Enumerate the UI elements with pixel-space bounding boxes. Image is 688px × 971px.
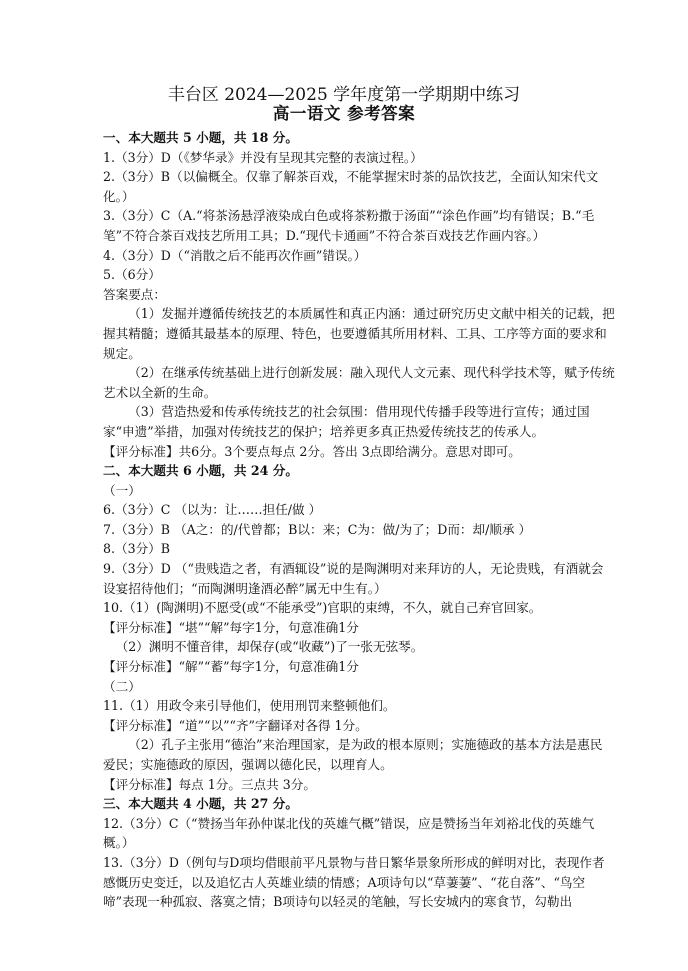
answer-line: （一） <box>103 482 141 498</box>
answer-line: 【评分标准】“道”“以”“齐”字翻译对各得 1分。 <box>103 717 368 733</box>
section-heading: 一、本大题共 5 小题，共 18 分。 <box>103 130 298 145</box>
answer-line: 8.（3分）B <box>103 541 171 557</box>
answer-line: （2）在继承传统基础上进行创新发展：融入现代人文元素、现代科学技术等，赋予传统艺术以全新的生命。 <box>103 365 615 400</box>
answer-line: 5.（6分） <box>103 267 161 283</box>
answer-line: 答案要点： <box>103 286 166 302</box>
answer-line: （2）渊明不懂音律，却保存(或“收藏”)了一张无弦琴。 <box>115 639 424 655</box>
answer-line: 12.（3分）C（“赞扬当年孙仲谋北伐的英雄气概”错误，应是赞扬当年刘裕北伐的英雄气概。） <box>103 815 595 851</box>
answer-line: 13.（3分）D（例句与D项均借眼前平凡景物与昔日繁华景象所形成的鲜明对比，表现作者感慨历史变迁，以及追忆古人英雄业绩的情感；A项诗句以“草萋萋”、“花自落”、“鸟空啼”表现一种孤寂、落寞之情；B项诗句以轻灵的笔触，写长安城内的寒食节，勾勒出 <box>103 854 605 910</box>
answer-line: 【评分标准】每点 1分。三点共 3分。 <box>103 776 316 792</box>
document-title: 丰台区 2024—2025 学年度第一学期期中练习 <box>167 85 521 105</box>
answer-line: 2.（3分）B（以偏概全。仅靠了解茶百戏，不能掌握宋时茶的品饮技艺，全面认知宋代文化。） <box>103 169 599 204</box>
answer-line: 【评分标准】“堪”“解”每字1分，句意准确1分 <box>103 619 359 635</box>
answer-line: 7.（3分）B （A之：的/代曾都；B以：来；C为：做/为了；D而：却/顺承 ） <box>103 521 532 537</box>
answer-line: （3）营造热爱和传承传统技艺的社会氛围：借用现代传播手段等进行宣传；通过国家“申遗”举措，加强对传统技艺的保护；培养更多真正热爱传统技艺的传承人。 <box>103 404 590 439</box>
answer-content <box>103 128 615 912</box>
answer-line: 4.（3分）D（“消散之后不能再次作画”错误。） <box>103 247 367 263</box>
section-heading: 三、本大题共 4 小题，共 27 分。 <box>103 796 298 812</box>
answer-line: 1.（3分）D（《梦华录》并没有呈现其完整的表演过程。） <box>103 149 423 165</box>
answer-line: 【评分标准】共6分。3个要点每点 2分。答出 3点即给满分。意思对即可。 <box>103 443 521 459</box>
answer-line: 10.（1）(陶渊明)不愿受(或“不能承受”)官职的束缚，不久，就自己弃官回家。 <box>103 600 542 616</box>
document-subtitle: 高一语文 参考答案 <box>272 104 416 123</box>
answer-line: 【评分标准】“解”“蓄”每字1分，句意准确1分 <box>103 659 359 675</box>
section-heading: 二、本大题共 6 小题，共 24 分。 <box>103 463 298 479</box>
answer-line: （1）发掘并遵循传统技艺的本质属性和真正内涵：通过研究历史文献中相关的记载，把握其精髓；遵循其最基本的原理、特色，也要遵循其所用材料、工具、工序等方面的要求和规定。 <box>103 306 615 361</box>
answer-line: 11.（1）用政令来引导他们，使用刑罚来整顿他们。 <box>103 698 396 714</box>
answer-line: （2）孔子主张用“德治”来治理国家，是为政的根本原则；实施德政的基本方法是惠民爱民；实施德政的原因，强调以德化民，以理育人。 <box>103 737 603 772</box>
answer-line: 3.（3分）C（A.“将茶汤悬浮液染成白色或将茶粉撒于汤面”“涂色作画”均有错误；B.“毛笔”不符合茶百戏技艺所用工具；D.“现代卡通画”不符合茶百戏技艺作画内容。） <box>103 208 595 243</box>
answer-line: （二） <box>103 678 141 694</box>
answer-line: 9.（3分）D （“贵贱造之者，有酒辄设”说的是陶渊明对来拜访的人，无论贵贱，有酒就会设宴招待他们；“而陶渊明逢酒必醉”属无中生有。） <box>103 561 604 596</box>
answer-line: 6.（3分）C （以为：让……担任/做 ） <box>103 502 322 518</box>
